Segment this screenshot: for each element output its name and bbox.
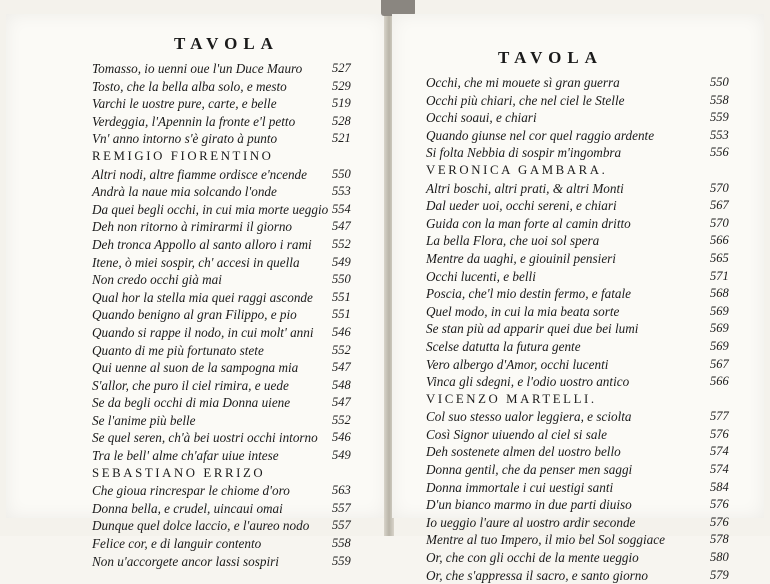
entry-page-number: 574 <box>710 462 729 477</box>
entry-page-number: 519 <box>332 96 351 111</box>
entry-incipit: Io ueggio l'aure al uostro ardir seconde <box>426 514 636 530</box>
right-page <box>392 14 764 583</box>
entry-page-number: 559 <box>332 553 351 568</box>
entry-page-number: 547 <box>332 219 351 234</box>
entry-page-number: 557 <box>332 500 351 515</box>
left-page-heading: TAVOLA <box>174 34 279 53</box>
author-heading <box>6 465 386 483</box>
index-entry <box>6 130 386 148</box>
entry-incipit: Si folta Nebbia di sospir m'ingombra <box>426 145 622 161</box>
index-entry <box>6 500 386 518</box>
index-entry <box>392 180 764 198</box>
entry-page-number: 550 <box>332 166 351 181</box>
entry-page-number: 528 <box>332 113 351 128</box>
entry-incipit: Col suo stesso ualor leggiera, e sciolta <box>426 409 632 425</box>
index-entry <box>392 232 764 250</box>
entry-incipit: D'un bianco marmo in due parti diuiso <box>426 497 632 513</box>
index-entry <box>6 447 386 465</box>
entry-incipit: Occhi lucenti, e belli <box>426 268 536 284</box>
entry-page-number: 547 <box>332 360 351 375</box>
entry-page-number: 527 <box>332 61 351 75</box>
entry-page-number: 574 <box>710 444 729 459</box>
entry-page-number: 546 <box>332 324 351 339</box>
index-entry <box>6 553 386 571</box>
index-entry <box>392 250 764 268</box>
index-entry <box>6 60 386 78</box>
entry-incipit: Felice cor, e di languir contento <box>92 536 262 552</box>
entry-incipit: Poscia, che'l mio destin fermo, e fatale <box>426 286 631 302</box>
index-entry <box>392 356 764 374</box>
entry-page-number: 568 <box>710 286 729 301</box>
entry-incipit: Se quel seren, ch'à bei uostri occhi intorno <box>92 430 318 446</box>
entry-incipit: Vero albergo d'Amor, occhi lucenti <box>426 356 609 372</box>
entry-incipit: Or, che con gli occhi de la mente ueggio <box>426 550 639 566</box>
entry-page-number: 550 <box>332 272 351 287</box>
entry-incipit: Quando si rappe il nodo, in cui molt' anni <box>92 324 314 340</box>
entry-incipit: Andrà la naue mia solcando l'onde <box>92 184 277 200</box>
index-entry <box>392 461 764 479</box>
entry-incipit: Vn' anno intorno s'è girato à punto <box>92 131 278 147</box>
entry-page-number: 553 <box>710 127 729 142</box>
entry-incipit: Occhi più chiari, che nel ciel le Stelle <box>426 92 625 108</box>
entry-page-number: 566 <box>710 374 729 389</box>
index-entry <box>392 303 764 321</box>
index-entry <box>392 320 764 338</box>
index-entry <box>6 412 386 430</box>
entry-incipit: Da quei begli occhi, in cui mia morte ueggio <box>92 201 329 217</box>
index-entry <box>392 531 764 549</box>
entry-page-number: 558 <box>710 92 729 107</box>
entry-page-number: 549 <box>332 254 351 269</box>
entry-incipit: Che gioua rincrespar le chiome d'oro <box>92 483 290 499</box>
entry-incipit: Non u'accorgete ancor lassi sospiri <box>92 553 279 569</box>
author-heading <box>392 162 764 180</box>
entry-page-number: 569 <box>710 303 729 318</box>
index-entry <box>392 496 764 514</box>
entry-incipit: Non credo occhi già mai <box>92 272 222 288</box>
entry-incipit: Donna immortale i cui uestigi santi <box>426 479 614 495</box>
entry-incipit: Varchi le uostre pure, carte, e belle <box>92 96 277 112</box>
entry-incipit: Altri nodi, altre fiamme ordisce e'ncende <box>92 166 307 182</box>
index-entry <box>392 514 764 532</box>
index-entry <box>392 338 764 356</box>
entry-incipit: La bella Flora, che uoi sol spera <box>426 233 600 249</box>
entry-page-number: 552 <box>332 342 351 357</box>
author-heading <box>6 148 386 166</box>
entry-page-number: 552 <box>332 236 351 251</box>
index-entry <box>6 306 386 324</box>
index-entry <box>392 549 764 567</box>
entry-incipit: Se stan più ad apparir quei due bei lumi <box>426 321 639 337</box>
entry-page-number: 577 <box>710 409 729 424</box>
entry-incipit: Se l'anime più belle <box>92 412 196 428</box>
index-entry <box>6 113 386 131</box>
entry-page-number: 550 <box>710 75 729 89</box>
entry-page-number: 570 <box>710 180 729 195</box>
author-name: REMIGIO FIORENTINO <box>92 148 274 163</box>
entry-page-number: 552 <box>332 412 351 427</box>
entry-incipit: Quando benigno al gran Filippo, e pio <box>92 307 297 323</box>
entry-page-number: 579 <box>710 567 729 582</box>
entry-incipit: Verdeggia, l'Apennin la fronte e'l petto <box>92 113 296 129</box>
index-entry <box>6 95 386 113</box>
entry-incipit: Così Signor uiuendo al ciel si sale <box>426 426 607 442</box>
index-entry <box>392 268 764 286</box>
entry-incipit: Deh non ritorno à rimirarmi il giorno <box>92 219 293 235</box>
entry-incipit: Quanto di me più fortunato stete <box>92 342 264 358</box>
entry-page-number: 529 <box>332 78 351 93</box>
entry-page-number: 554 <box>332 201 351 216</box>
entry-incipit: Donna gentil, che da penser men saggi <box>426 462 633 478</box>
entry-page-number: 563 <box>332 483 351 498</box>
index-entry <box>6 166 386 184</box>
entry-page-number: 546 <box>332 430 351 445</box>
entry-incipit: Se da begli occhi di mia Donna uiene <box>92 395 291 411</box>
index-entry <box>392 443 764 461</box>
index-entry <box>392 127 764 145</box>
left-index-list <box>6 60 386 570</box>
entry-incipit: S'allor, che puro il ciel rimira, e uede <box>92 377 289 393</box>
entry-incipit: Vinca gli sdegni, e l'odio uostro antico <box>426 374 630 390</box>
entry-incipit: Deh sostenete almen del uostro bello <box>426 444 621 460</box>
index-entry <box>6 535 386 553</box>
index-entry <box>6 517 386 535</box>
right-page-heading: TAVOLA <box>498 48 603 67</box>
entry-page-number: 557 <box>332 518 351 533</box>
entry-incipit: Tra le bell' alme ch'afar uiue intese <box>92 448 279 464</box>
entry-page-number: 551 <box>332 307 351 322</box>
entry-page-number: 553 <box>332 184 351 199</box>
author-name: SEBASTIANO ERRIZO <box>92 465 266 480</box>
index-entry <box>392 74 764 92</box>
entry-incipit: Quando giunse nel cor quel raggio ardente <box>426 127 655 143</box>
entry-page-number: 551 <box>332 289 351 304</box>
index-entry <box>6 271 386 289</box>
author-name: VERONICA GAMBARA. <box>426 162 608 177</box>
index-entry <box>6 394 386 412</box>
entry-page-number: 569 <box>710 338 729 353</box>
entry-incipit: Tosto, che la bella alba solo, e mesto <box>92 78 287 94</box>
entry-page-number: 566 <box>710 233 729 248</box>
index-entry <box>392 373 764 391</box>
entry-page-number: 567 <box>710 356 729 371</box>
index-entry <box>6 236 386 254</box>
entry-incipit: Tomasso, io uenni oue l'un Duce Mauro <box>92 61 303 76</box>
entry-incipit: Dunque quel dolce laccio, e l'aureo nodo <box>92 518 310 534</box>
entry-page-number: 567 <box>710 198 729 213</box>
entry-page-number: 569 <box>710 321 729 336</box>
entry-page-number: 571 <box>710 268 729 283</box>
entry-page-number: 556 <box>710 145 729 160</box>
entry-incipit: Dal ueder uoi, occhi sereni, e chiari <box>426 198 617 214</box>
entry-page-number: 548 <box>332 377 351 392</box>
entry-page-number: 521 <box>332 131 351 146</box>
index-entry <box>392 479 764 497</box>
index-entry <box>392 197 764 215</box>
entry-page-number: 547 <box>332 395 351 410</box>
entry-page-number: 584 <box>710 479 729 494</box>
entry-incipit: Scelse datutta la futura gente <box>426 338 581 354</box>
entry-incipit: Quel modo, in cui la mia beata sorte <box>426 303 620 319</box>
index-entry <box>392 567 764 584</box>
index-entry <box>6 342 386 360</box>
entry-page-number: 576 <box>710 497 729 512</box>
index-entry <box>392 408 764 426</box>
index-entry <box>392 144 764 162</box>
right-index-list <box>392 74 764 584</box>
index-entry <box>6 289 386 307</box>
index-entry <box>6 359 386 377</box>
entry-incipit: Mentre al tuo Impero, il mio bel Sol soggiace <box>426 532 665 548</box>
index-entry <box>392 285 764 303</box>
index-entry <box>392 109 764 127</box>
entry-page-number: 576 <box>710 426 729 441</box>
index-entry <box>392 92 764 110</box>
index-entry <box>6 429 386 447</box>
author-heading <box>392 391 764 409</box>
entry-page-number: 570 <box>710 215 729 230</box>
entry-page-number: 578 <box>710 532 729 547</box>
index-entry <box>6 324 386 342</box>
entry-page-number: 565 <box>710 250 729 265</box>
left-page <box>6 14 387 569</box>
index-entry <box>392 215 764 233</box>
entry-incipit: Qual hor la stella mia quei raggi asconde <box>92 289 313 305</box>
entry-incipit: Occhi, che mi mouete sì gran guerra <box>426 75 620 90</box>
entry-incipit: Or, che s'appressa il sacro, e santo giorno <box>426 567 648 583</box>
entry-incipit: Mentre da uaghi, e giouinil pensieri <box>426 250 616 266</box>
entry-page-number: 580 <box>710 550 729 565</box>
index-entry <box>392 426 764 444</box>
index-entry <box>6 218 386 236</box>
index-entry <box>6 183 386 201</box>
index-entry <box>6 201 386 219</box>
entry-incipit: Qui uenne al suon de la sampogna mia <box>92 360 299 376</box>
entry-page-number: 576 <box>710 514 729 529</box>
entry-incipit: Donna bella, e crudel, uincaui omai <box>92 500 283 516</box>
entry-incipit: Deh tronca Appollo al santo alloro i rami <box>92 236 312 252</box>
entry-incipit: Guida con la man forte al camin dritto <box>426 215 631 231</box>
entry-page-number: 558 <box>332 536 351 551</box>
entry-page-number: 549 <box>332 448 351 463</box>
entry-incipit: Itene, ò miei sospir, ch' accesi in quella <box>92 254 300 270</box>
index-entry <box>6 482 386 500</box>
index-entry <box>6 377 386 395</box>
entry-incipit: Altri boschi, altri prati, & altri Monti <box>426 180 624 196</box>
author-name: VICENZO MARTELLI. <box>426 391 597 406</box>
entry-incipit: Occhi soaui, e chiari <box>426 110 537 126</box>
index-entry <box>6 254 386 272</box>
entry-page-number: 559 <box>710 110 729 125</box>
index-entry <box>6 78 386 96</box>
